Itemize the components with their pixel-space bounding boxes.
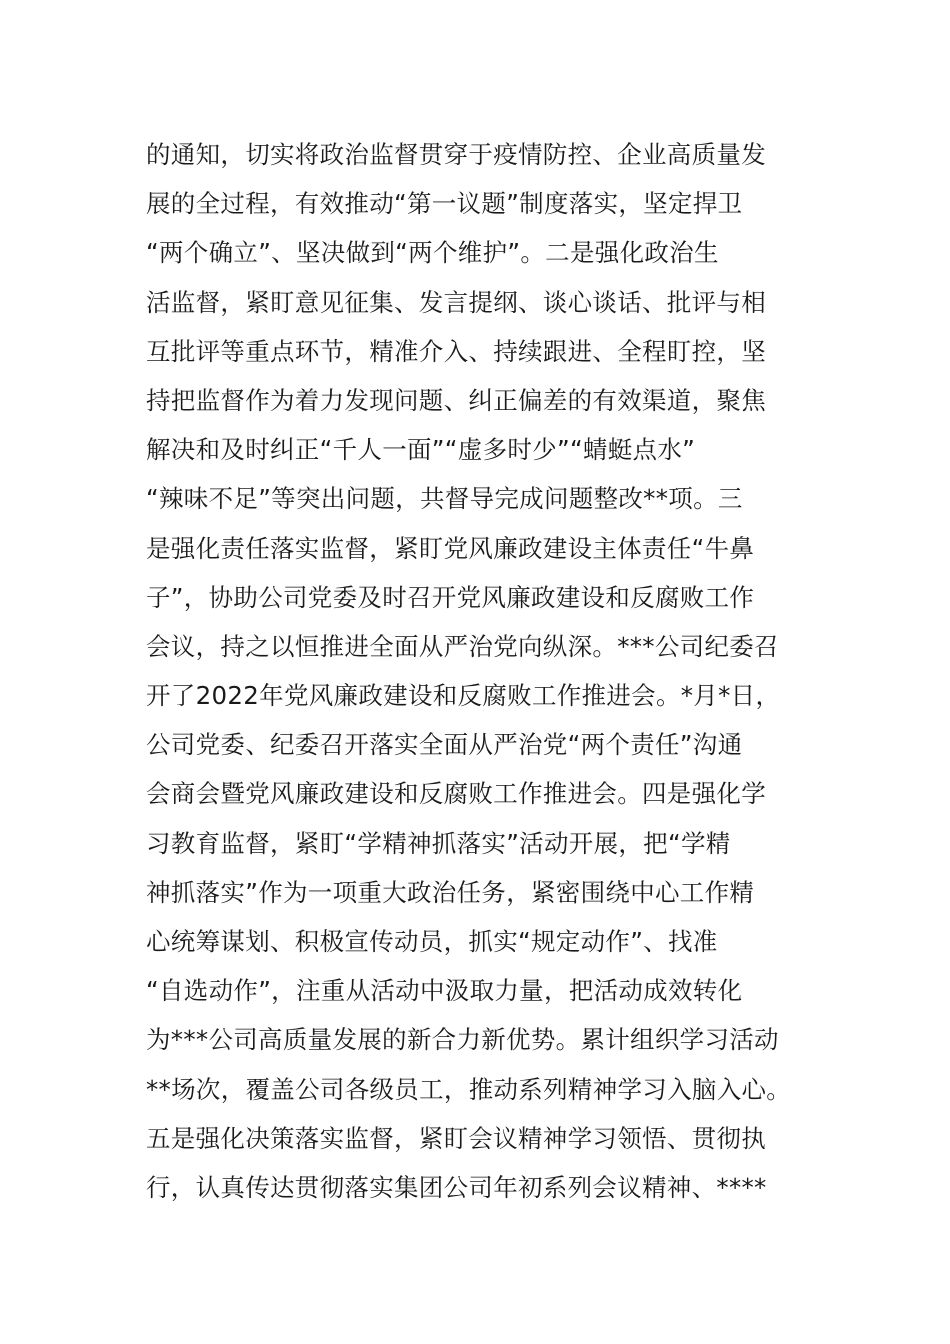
text-line: 持把监督作为着力发现问题、纠正偏差的有效渠道，聚焦 <box>146 385 766 415</box>
text-line: 五是强化决策落实监督，紧盯会议精神学习领悟、贯彻执 <box>146 1123 766 1153</box>
text-line: 行，认真传达贯彻落实集团公司年初系列会议精神、**** <box>146 1172 767 1202</box>
text-line: 开了2022年党风廉政建设和反腐败工作推进会。*月*日， <box>146 681 781 711</box>
text-line: 公司党委、纪委召开落实全面从严治党“两个责任”沟通 <box>146 730 743 760</box>
text-line: 会商会暨党风廉政建设和反腐败工作推进会。四是强化学 <box>146 779 766 809</box>
text-line: 互批评等重点环节，精准介入、持续跟进、全程盯控，坚 <box>146 336 766 366</box>
text-line: 神抓落实”作为一项重大政治任务，紧密围绕中心工作精 <box>146 877 755 907</box>
text-line: 活监督，紧盯意见征集、发言提纲、谈心谈话、批评与相 <box>146 287 766 317</box>
text-line: 展的全过程，有效推动“第一议题”制度落实，坚定捍卫 <box>146 189 743 219</box>
text-line: 是强化责任落实监督，紧盯党风廉政建设主体责任“牛鼻 <box>146 533 755 563</box>
text-line: 子”，协助公司党委及时召开党风廉政建设和反腐败工作 <box>146 582 755 612</box>
text-line: 解决和及时纠正“千人一面”“虚多时少”“蜻蜓点水” <box>146 435 696 465</box>
text-line: 为***公司高质量发展的新合力新优势。累计组织学习活动 <box>146 1025 779 1055</box>
text-line: **场次，覆盖公司各级员工，推动系列精神学习入脑入心。 <box>146 1074 792 1104</box>
text-line: 习教育监督，紧盯“学精神抓落实”活动开展，把“学精 <box>146 828 731 858</box>
body-text <box>146 130 846 1212</box>
text-line: 会议，持之以恒推进全面从严治党向纵深。***公司纪委召 <box>146 631 779 661</box>
text-line: 心统筹谋划、积极宣传动员，抓实“规定动作”、找准 <box>146 927 718 956</box>
text-line: “自选动作”，注重从活动中汲取力量，把活动成效转化 <box>146 976 743 1006</box>
text-line: 的通知，切实将政治监督贯穿于疫情防控、企业高质量发 <box>146 140 766 169</box>
text-line: “两个确立”、坚决做到“两个维护”。二是强化政治生 <box>146 238 719 268</box>
text-line: “辣味不足”等突出问题，共督导完成问题整改**项。三 <box>146 484 743 514</box>
